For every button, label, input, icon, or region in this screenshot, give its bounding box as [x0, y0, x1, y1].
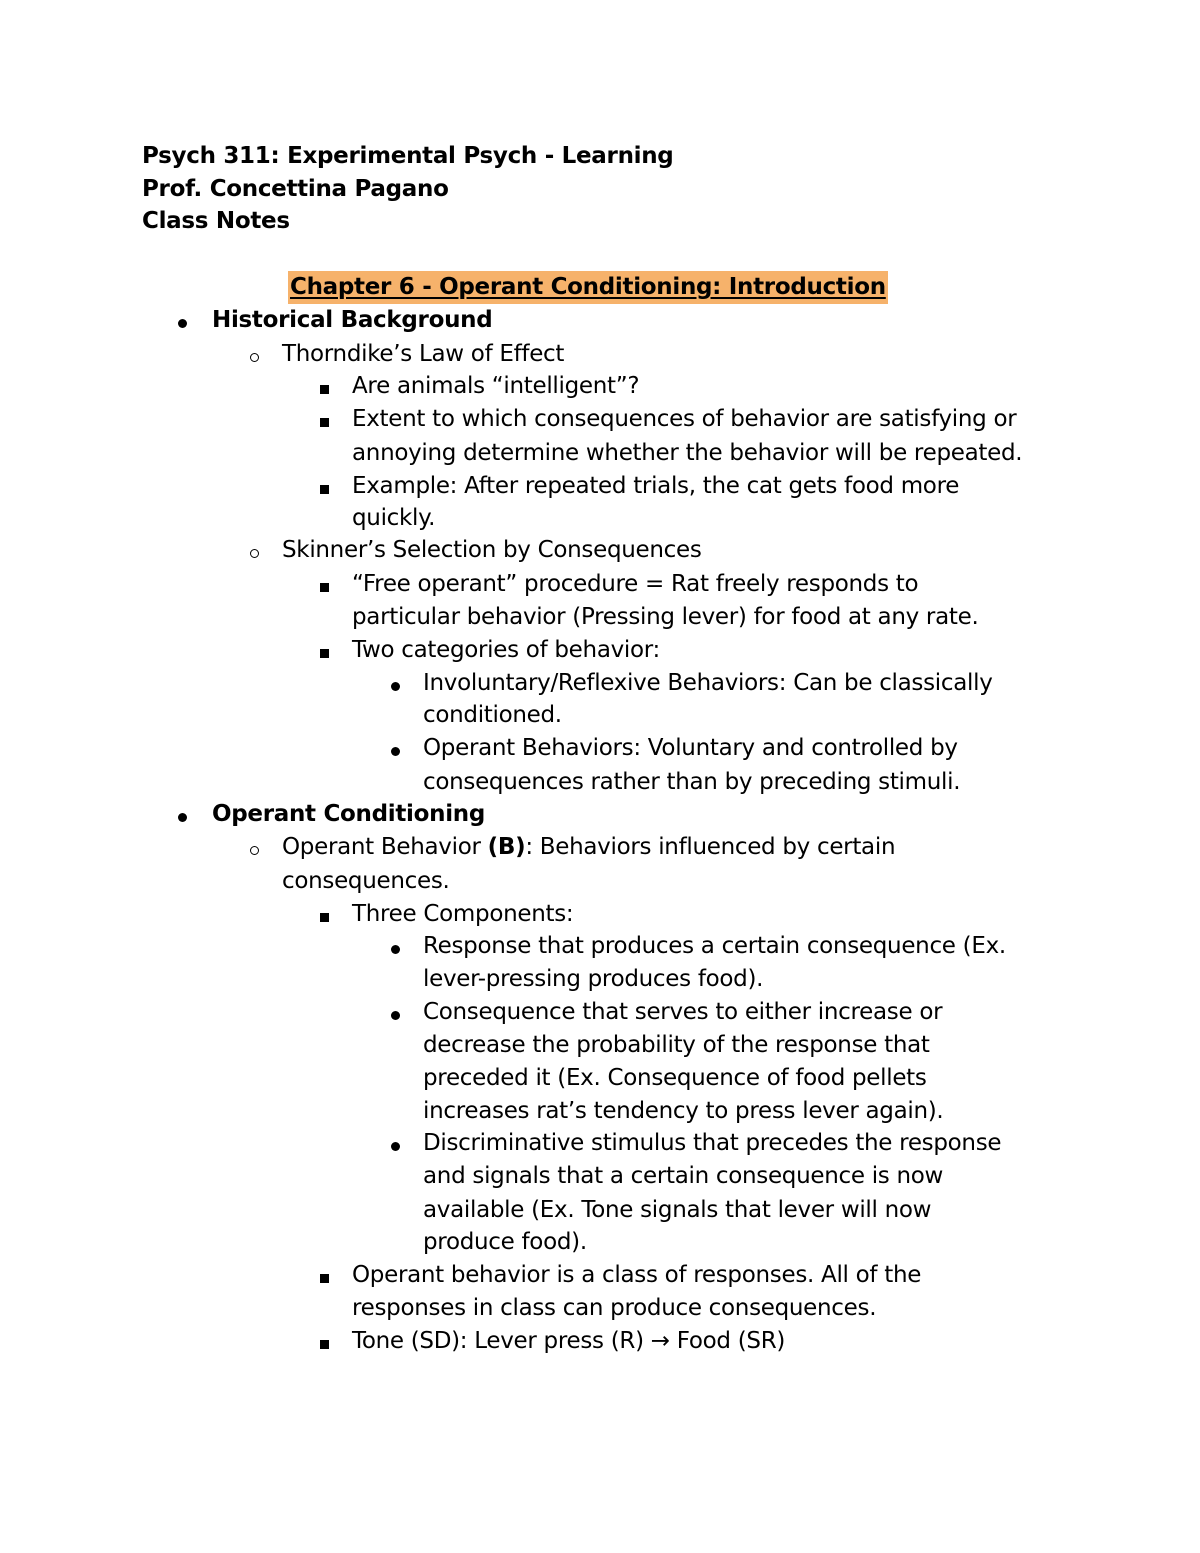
- operant-behavior-prefix: Operant Behavior: [282, 834, 488, 860]
- list-item-cont: conditioned.: [423, 702, 562, 728]
- list-item-cont: increases rat’s tendency to press lever again).: [423, 1098, 944, 1124]
- bullet-square-icon: [320, 385, 329, 394]
- bullet-dot-icon: [391, 1142, 400, 1151]
- list-item: Are animals “intelligent”?: [352, 373, 640, 399]
- bullet-circle-icon: [250, 549, 259, 558]
- bullet-dot-icon: [391, 1011, 400, 1020]
- chapter-title: Chapter 6 - Operant Conditioning: Introduction: [288, 271, 888, 304]
- list-item-cont: consequences.: [282, 868, 450, 894]
- course-title: Psych 311: Experimental Psych - Learning: [142, 143, 674, 169]
- list-item-cont: consequences rather than by preceding stimuli.: [423, 769, 961, 795]
- operant-behavior-definition: [282, 831, 895, 864]
- list-item: Consequence that serves to either increase or: [423, 999, 943, 1025]
- list-item-cont: lever-pressing produces food).: [423, 966, 764, 992]
- thorndike-label: Thorndike’s Law of Effect: [282, 341, 565, 367]
- document-type: Class Notes: [142, 208, 290, 234]
- bullet-square-icon: [320, 418, 329, 427]
- list-item: Three Components:: [352, 901, 574, 927]
- list-item-cont: annoying determine whether the behavior will be repeated.: [352, 440, 1023, 466]
- list-item-cont: produce food).: [423, 1229, 587, 1255]
- operant-behavior-abbrev: (B): [487, 834, 526, 860]
- bullet-dot-icon: [391, 747, 400, 756]
- bullet-square-icon: [320, 913, 329, 922]
- list-item-cont: and signals that a certain consequence is now: [423, 1163, 944, 1189]
- list-item: Operant behavior is a class of responses. All of the: [352, 1262, 922, 1288]
- professor-name: Prof. Concettina Pagano: [142, 176, 449, 202]
- list-item-cont: particular behavior (Pressing lever) for food at any rate.: [352, 604, 979, 630]
- list-item: Tone (SD): Lever press (R) → Food (SR): [352, 1328, 786, 1354]
- bullet-square-icon: [320, 649, 329, 658]
- section-historical-title: Historical Background: [212, 307, 493, 333]
- bullet-dot-icon: [391, 682, 400, 691]
- list-item: Two categories of behavior:: [352, 637, 660, 663]
- bullet-circle-icon: [250, 353, 259, 362]
- bullet-dot-icon: [391, 945, 400, 954]
- list-item-cont: decrease the probability of the response that: [423, 1032, 930, 1058]
- section-operant-title: Operant Conditioning: [212, 801, 486, 827]
- bullet-dot-icon: [178, 813, 187, 822]
- bullet-dot-icon: [178, 319, 187, 328]
- list-item-cont: available (Ex. Tone signals that lever will now: [423, 1197, 932, 1223]
- skinner-label: Skinner’s Selection by Consequences: [282, 537, 702, 563]
- bullet-square-icon: [320, 583, 329, 592]
- list-item-cont: preceded it (Ex. Consequence of food pellets: [423, 1065, 927, 1091]
- bullet-square-icon: [320, 1274, 329, 1283]
- operant-behavior-suffix: : Behaviors influenced by certain: [525, 834, 896, 860]
- bullet-square-icon: [320, 1340, 329, 1349]
- list-item: “Free operant” procedure = Rat freely responds to: [352, 571, 919, 597]
- list-item: Involuntary/Reflexive Behaviors: Can be classically: [423, 670, 993, 696]
- list-item-cont: responses in class can produce consequences.: [352, 1295, 877, 1321]
- list-item: Extent to which consequences of behavior are satisfying or: [352, 406, 1017, 432]
- bullet-square-icon: [320, 485, 329, 494]
- list-item: Discriminative stimulus that precedes the response: [423, 1130, 1002, 1156]
- list-item: Example: After repeated trials, the cat gets food more: [352, 473, 960, 499]
- list-item: Response that produces a certain consequence (Ex.: [423, 933, 1006, 959]
- list-item-cont: quickly.: [352, 505, 436, 531]
- bullet-circle-icon: [250, 846, 259, 855]
- list-item: Operant Behaviors: Voluntary and controlled by: [423, 735, 958, 761]
